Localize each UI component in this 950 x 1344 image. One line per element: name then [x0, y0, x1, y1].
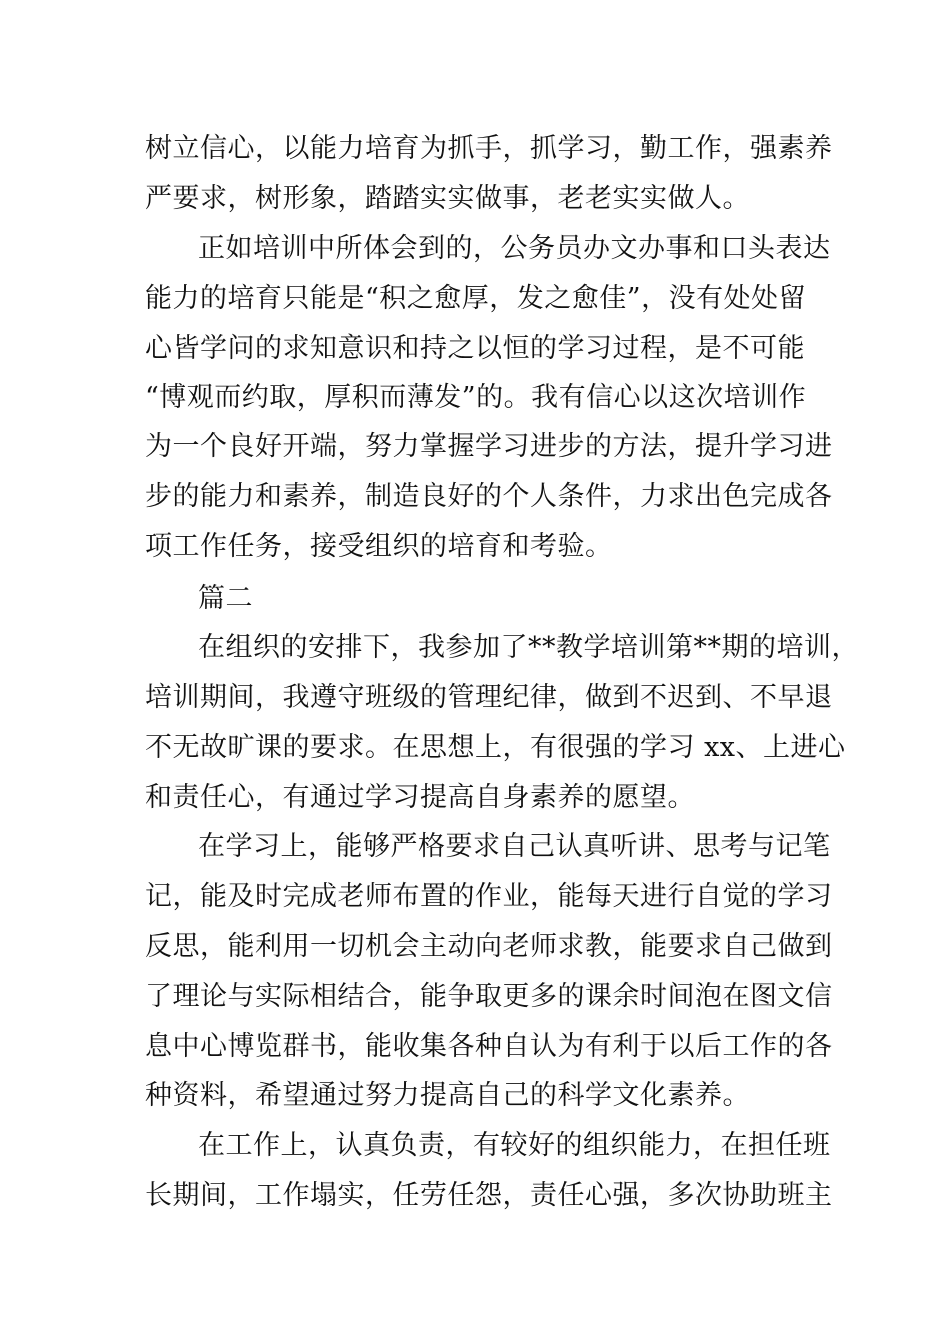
text-line: 长期间，工作塌实，任劳任怨，责任心强，多次协助班主: [145, 1180, 833, 1211]
paragraph-first-line: 在工作上，认真负责，有较好的组织能力，在担任班: [198, 1130, 831, 1161]
text-line: 息中心博览群书，能收集各种自认为有利于以后工作的各: [145, 1031, 833, 1062]
text-line: 反思，能利用一切机会主动向老师求教，能要求自己做到: [145, 931, 833, 962]
text-line: “博观而约取，厚积而薄发”的。我有信心以这次培训作: [145, 382, 807, 413]
text-line: 步的能力和素养，制造良好的个人条件，力求出色完成各: [145, 481, 833, 512]
text-line: 能力的培育只能是“积之愈厚，发之愈佳”，没有处处留: [145, 283, 807, 314]
text-line: 严要求，树形象，踏踏实实做事，老老实实做人。: [145, 183, 750, 214]
paragraph-first-line: 在学习上，能够严格要求自己认真听讲、思考与记笔: [198, 831, 831, 862]
text-line: 不无故旷课的要求。在思想上，有很强的学习 xx、上进心: [145, 732, 846, 763]
paragraph-first-line: 在组织的安排下，我参加了**教学培训第**期的培训，: [198, 632, 859, 663]
text-line: 了理论与实际相结合，能争取更多的课余时间泡在图文信: [145, 981, 833, 1012]
text-line: 培训期间，我遵守班级的管理纪律，做到不迟到、不早退: [145, 682, 833, 713]
text-line: 和责任心，有通过学习提高自身素养的愿望。: [145, 782, 695, 813]
text-line: 种资料，希望通过努力提高自己的科学文化素养。: [145, 1080, 750, 1111]
text-line: 心皆学问的求知意识和持之以恒的学习过程，是不可能: [145, 333, 805, 364]
text-line: 记，能及时完成老师布置的作业，能每天进行自觉的学习: [145, 881, 833, 912]
text-line: 为一个良好开端，努力掌握学习进步的方法，提升学习进: [145, 431, 833, 462]
paragraph-first-line: 正如培训中所体会到的，公务员办文办事和口头表达: [198, 233, 831, 264]
text-line: 项工作任务，接受组织的培育和考验。: [145, 531, 613, 562]
section-heading: 篇二: [198, 583, 253, 614]
text-line: 树立信心，以能力培育为抓手，抓学习，勤工作，强素养: [145, 133, 833, 164]
